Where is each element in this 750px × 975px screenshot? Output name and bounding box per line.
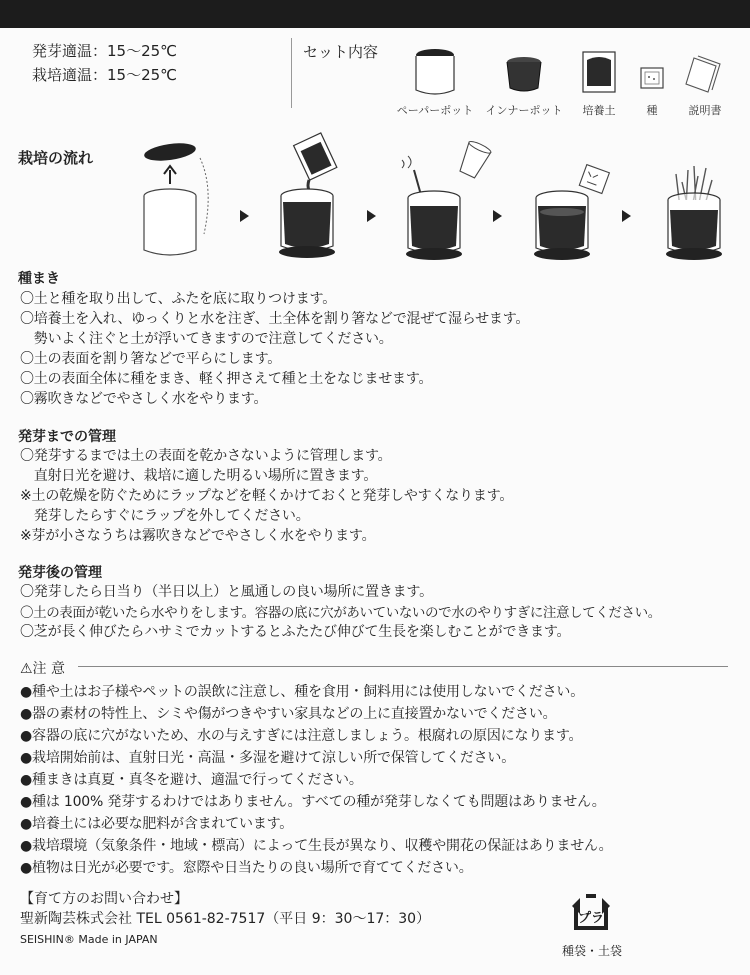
pot-lid-attach-icon xyxy=(130,138,230,263)
flow-arrow-icon xyxy=(367,210,376,222)
section-line: 〇培養土を入れ、ゆっくりと水を注ぎ、土全体を割り箸などで混ぜて湿らせます。 xyxy=(20,311,530,327)
paper-pot-icon xyxy=(405,46,465,100)
caution-line: ●栽培開始前は、直射日光・高温・多湿を避けて涼しい所で保管してください。 xyxy=(20,750,516,766)
flow-step-3 xyxy=(392,140,497,266)
set-item-soil xyxy=(573,46,625,117)
section-line: 勢いよく注ぐと土が浮いてきますので注意してください。 xyxy=(20,331,393,347)
section-line: 〇土の表面全体に種をまき、軽く押さえて種と土をなじませます。 xyxy=(20,371,433,387)
caution-line: ●栽培環境（気象条件・地域・標高）によって生長が異なり、収穫や開花の保証はありません。 xyxy=(20,838,613,854)
section-line: ※土の乾燥を防ぐためにラップなどを軽くかけておくと発芽しやすくなります。 xyxy=(20,488,514,504)
set-item-label: 説明書 xyxy=(688,104,722,117)
sow-seeds-icon xyxy=(520,160,615,262)
section-line: 〇土の表面を割り箸などで平らにします。 xyxy=(20,351,282,367)
section-title-post-germination: 発芽後の管理 xyxy=(18,565,102,581)
section-line: 〇土の表面が乾いたら水やりをします。容器の底に穴があいていないので水のやりすぎに注意してください。 xyxy=(20,605,661,621)
flow-arrow-icon xyxy=(622,210,631,222)
caution-line: ●種まきは真夏・真冬を避け、適温で行ってください。 xyxy=(20,772,363,788)
section-line: 直射日光を避け、栽培に適した明るい場所に置きます。 xyxy=(20,468,378,484)
pour-soil-icon xyxy=(265,132,360,262)
section-title-pre-germination: 発芽までの管理 xyxy=(18,429,116,445)
water-stir-icon xyxy=(392,140,497,262)
seed-packet-icon xyxy=(632,46,672,100)
soil-bag-icon xyxy=(573,46,625,100)
set-item-label: 培養土 xyxy=(582,104,616,117)
caution-line: ●容器の底に穴がないため、水の与えすぎには注意しましょう。根腐れの原因になります。 xyxy=(20,728,583,744)
caution-divider xyxy=(78,666,728,667)
flow-arrow-icon xyxy=(493,210,502,222)
section-line: 発芽したらすぐにラップを外してください。 xyxy=(20,508,310,524)
set-contents-title: セット内容 xyxy=(303,43,379,61)
manual-icon xyxy=(680,46,730,100)
section-line: 〇発芽するまでは土の表面を乾かさないように管理します。 xyxy=(20,448,392,464)
contact-company: 聖新陶芸株式会社 TEL 0561-82-7517（平日 9：30〜17：30） xyxy=(20,911,431,927)
germination-temp: 発芽適温：15〜25℃ xyxy=(32,42,178,60)
caution-line: ●植物は日光が必要です。窓際や日当たりの良い場所で育ててください。 xyxy=(20,860,473,876)
section-line: 〇霧吹きなどでやさしく水をやります。 xyxy=(20,391,268,407)
set-item-label: ペーパーポット xyxy=(396,104,474,117)
plastic-recycle-icon xyxy=(566,888,616,942)
section-line: 〇芝が長く伸びたらハサミでカットするとふたたび伸びて生長を楽しむことができます。 xyxy=(20,624,571,640)
caution-line: ●種や土はお子様やペットの誤飲に注意し、種を食用・飼料用には使用しないでください。 xyxy=(20,684,585,700)
set-item-paper-pot xyxy=(396,46,474,117)
recycle-mark-text: プラ xyxy=(577,911,605,926)
flow-step-4 xyxy=(520,160,615,266)
set-item-seeds xyxy=(632,46,672,117)
flow-step-2 xyxy=(265,132,360,266)
grown-grass-icon xyxy=(652,160,742,262)
set-item-label: 種 xyxy=(646,104,658,117)
inner-pot-icon xyxy=(494,46,554,100)
recycle-caption: 種袋・土袋 xyxy=(562,944,623,958)
caution-line: ●種は 100% 発芽するわけではありません。すべての種が発芽しなくても問題はありません。 xyxy=(20,794,606,810)
section-line: 〇土と種を取り出して、ふたを底に取りつけます。 xyxy=(20,291,336,307)
cultivation-temp: 栽培適温：15〜25℃ xyxy=(32,66,178,84)
brand-line: SEISHIN® Made in JAPAN xyxy=(20,933,158,946)
caution-title: ⚠注 意 xyxy=(20,661,66,677)
set-item-inner-pot xyxy=(485,46,563,117)
section-line: 〇発芽したら日当り（半日以上）と風通しの良い場所に置きます。 xyxy=(20,584,433,600)
set-item-manual xyxy=(680,46,730,117)
caution-line: ●培養土には必要な肥料が含まれています。 xyxy=(20,816,294,832)
flow-step-1 xyxy=(130,138,230,267)
flow-step-5 xyxy=(652,160,742,266)
set-item-label: インナーポット xyxy=(485,104,563,117)
caution-line: ●器の素材の特性上、シミや傷がつきやすい家具などの上に直接置かないでください。 xyxy=(20,706,557,722)
contact-title: 【育て方のお問い合わせ】 xyxy=(20,891,188,907)
section-line: ※芽が小さなうちは霧吹きなどでやさしく水をやります。 xyxy=(20,528,376,544)
divider xyxy=(291,38,292,108)
flow-title: 栽培の流れ xyxy=(18,149,94,167)
top-bar xyxy=(0,0,750,28)
flow-arrow-icon xyxy=(240,210,249,222)
section-title-sowing: 種まき xyxy=(18,271,60,287)
